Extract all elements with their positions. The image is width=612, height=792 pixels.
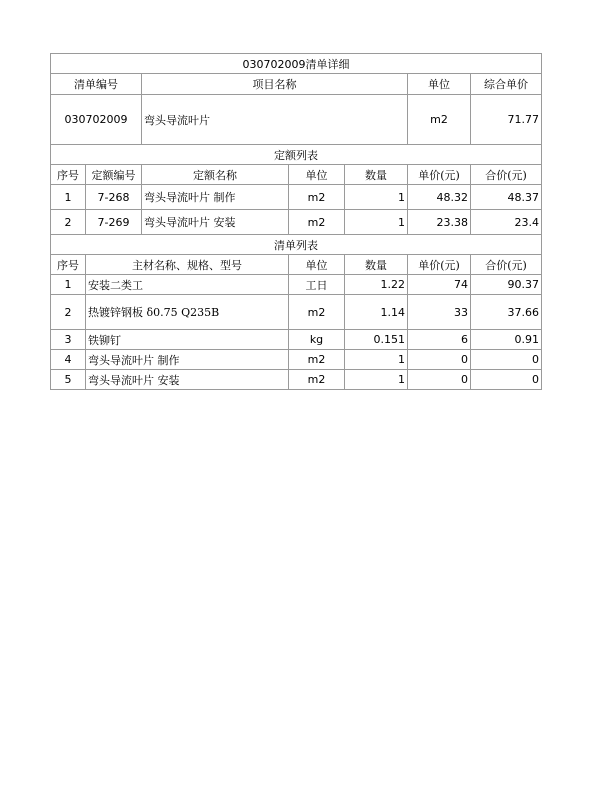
quota-row-name: 弯头导流叶片 制作 bbox=[142, 185, 289, 210]
quota-row bbox=[51, 210, 542, 235]
table-title: 030702009清单详细 bbox=[51, 54, 542, 74]
material-row-name: 热镀锌钢板 δ0.75 Q235B bbox=[86, 295, 289, 330]
material-row-total: 37.66 bbox=[471, 295, 542, 330]
material-row bbox=[51, 350, 542, 370]
quota-row-total: 48.37 bbox=[471, 185, 542, 210]
material-row-total: 90.37 bbox=[471, 275, 542, 295]
materials-col-qty: 数量 bbox=[345, 255, 408, 275]
quota-row-qty: 1 bbox=[345, 185, 408, 210]
material-row-price: 74 bbox=[408, 275, 471, 295]
materials-col-name: 主材名称、规格、型号 bbox=[86, 255, 289, 275]
material-row-no: 1 bbox=[51, 275, 86, 295]
quota-row-no: 2 bbox=[51, 210, 86, 235]
material-row-total: 0.91 bbox=[471, 330, 542, 350]
header-name: 项目名称 bbox=[142, 74, 408, 95]
header-unit: 单位 bbox=[408, 74, 471, 95]
bill-detail-table bbox=[50, 53, 542, 390]
item-price: 71.77 bbox=[471, 95, 542, 145]
materials-col-total: 合价(元) bbox=[471, 255, 542, 275]
quota-header-row bbox=[51, 165, 542, 185]
materials-col-unit: 单位 bbox=[289, 255, 345, 275]
item-code: 030702009 bbox=[51, 95, 142, 145]
material-row-no: 4 bbox=[51, 350, 86, 370]
header-code: 清单编号 bbox=[51, 74, 142, 95]
quota-row-price: 23.38 bbox=[408, 210, 471, 235]
material-row-name: 铁铆钉 bbox=[86, 330, 289, 350]
quota-row-code: 7-269 bbox=[86, 210, 142, 235]
quota-row-price: 48.32 bbox=[408, 185, 471, 210]
quota-col-no: 序号 bbox=[51, 165, 86, 185]
quota-col-code: 定额编号 bbox=[86, 165, 142, 185]
material-row-price: 0 bbox=[408, 350, 471, 370]
material-row-name: 弯头导流叶片 制作 bbox=[86, 350, 289, 370]
materials-section-title: 清单列表 bbox=[51, 235, 542, 255]
quota-col-unit: 单位 bbox=[289, 165, 345, 185]
material-row-price: 33 bbox=[408, 295, 471, 330]
material-row-unit: 工日 bbox=[289, 275, 345, 295]
quota-section-title: 定额列表 bbox=[51, 145, 542, 165]
quota-col-name: 定额名称 bbox=[142, 165, 289, 185]
quota-row-unit: m2 bbox=[289, 185, 345, 210]
quota-row-qty: 1 bbox=[345, 210, 408, 235]
quota-col-qty: 数量 bbox=[345, 165, 408, 185]
material-row-unit: m2 bbox=[289, 370, 345, 390]
quota-row-no: 1 bbox=[51, 185, 86, 210]
materials-header-row bbox=[51, 255, 542, 275]
materials-col-price: 单价(元) bbox=[408, 255, 471, 275]
material-row-price: 0 bbox=[408, 370, 471, 390]
material-row bbox=[51, 370, 542, 390]
material-row-name: 安装二类工 bbox=[86, 275, 289, 295]
material-row-qty: 1 bbox=[345, 350, 408, 370]
material-row bbox=[51, 275, 542, 295]
material-row-qty: 1.22 bbox=[345, 275, 408, 295]
material-row-name: 弯头导流叶片 安装 bbox=[86, 370, 289, 390]
item-unit: m2 bbox=[408, 95, 471, 145]
quota-row-name: 弯头导流叶片 安装 bbox=[142, 210, 289, 235]
material-row bbox=[51, 330, 542, 350]
quota-row-code: 7-268 bbox=[86, 185, 142, 210]
material-row-unit: kg bbox=[289, 330, 345, 350]
material-row-qty: 0.151 bbox=[345, 330, 408, 350]
quota-row bbox=[51, 185, 542, 210]
material-row-qty: 1.14 bbox=[345, 295, 408, 330]
header-price: 综合单价 bbox=[471, 74, 542, 95]
quota-col-total: 合价(元) bbox=[471, 165, 542, 185]
material-row-total: 0 bbox=[471, 350, 542, 370]
quota-col-price: 单价(元) bbox=[408, 165, 471, 185]
item-name: 弯头导流叶片 bbox=[142, 95, 408, 145]
materials-col-no: 序号 bbox=[51, 255, 86, 275]
material-row bbox=[51, 295, 542, 330]
material-row-unit: m2 bbox=[289, 350, 345, 370]
material-row-total: 0 bbox=[471, 370, 542, 390]
material-row-price: 6 bbox=[408, 330, 471, 350]
material-row-unit: m2 bbox=[289, 295, 345, 330]
material-row-no: 3 bbox=[51, 330, 86, 350]
quota-row-total: 23.4 bbox=[471, 210, 542, 235]
material-row-qty: 1 bbox=[345, 370, 408, 390]
material-row-no: 5 bbox=[51, 370, 86, 390]
quota-row-unit: m2 bbox=[289, 210, 345, 235]
material-row-no: 2 bbox=[51, 295, 86, 330]
